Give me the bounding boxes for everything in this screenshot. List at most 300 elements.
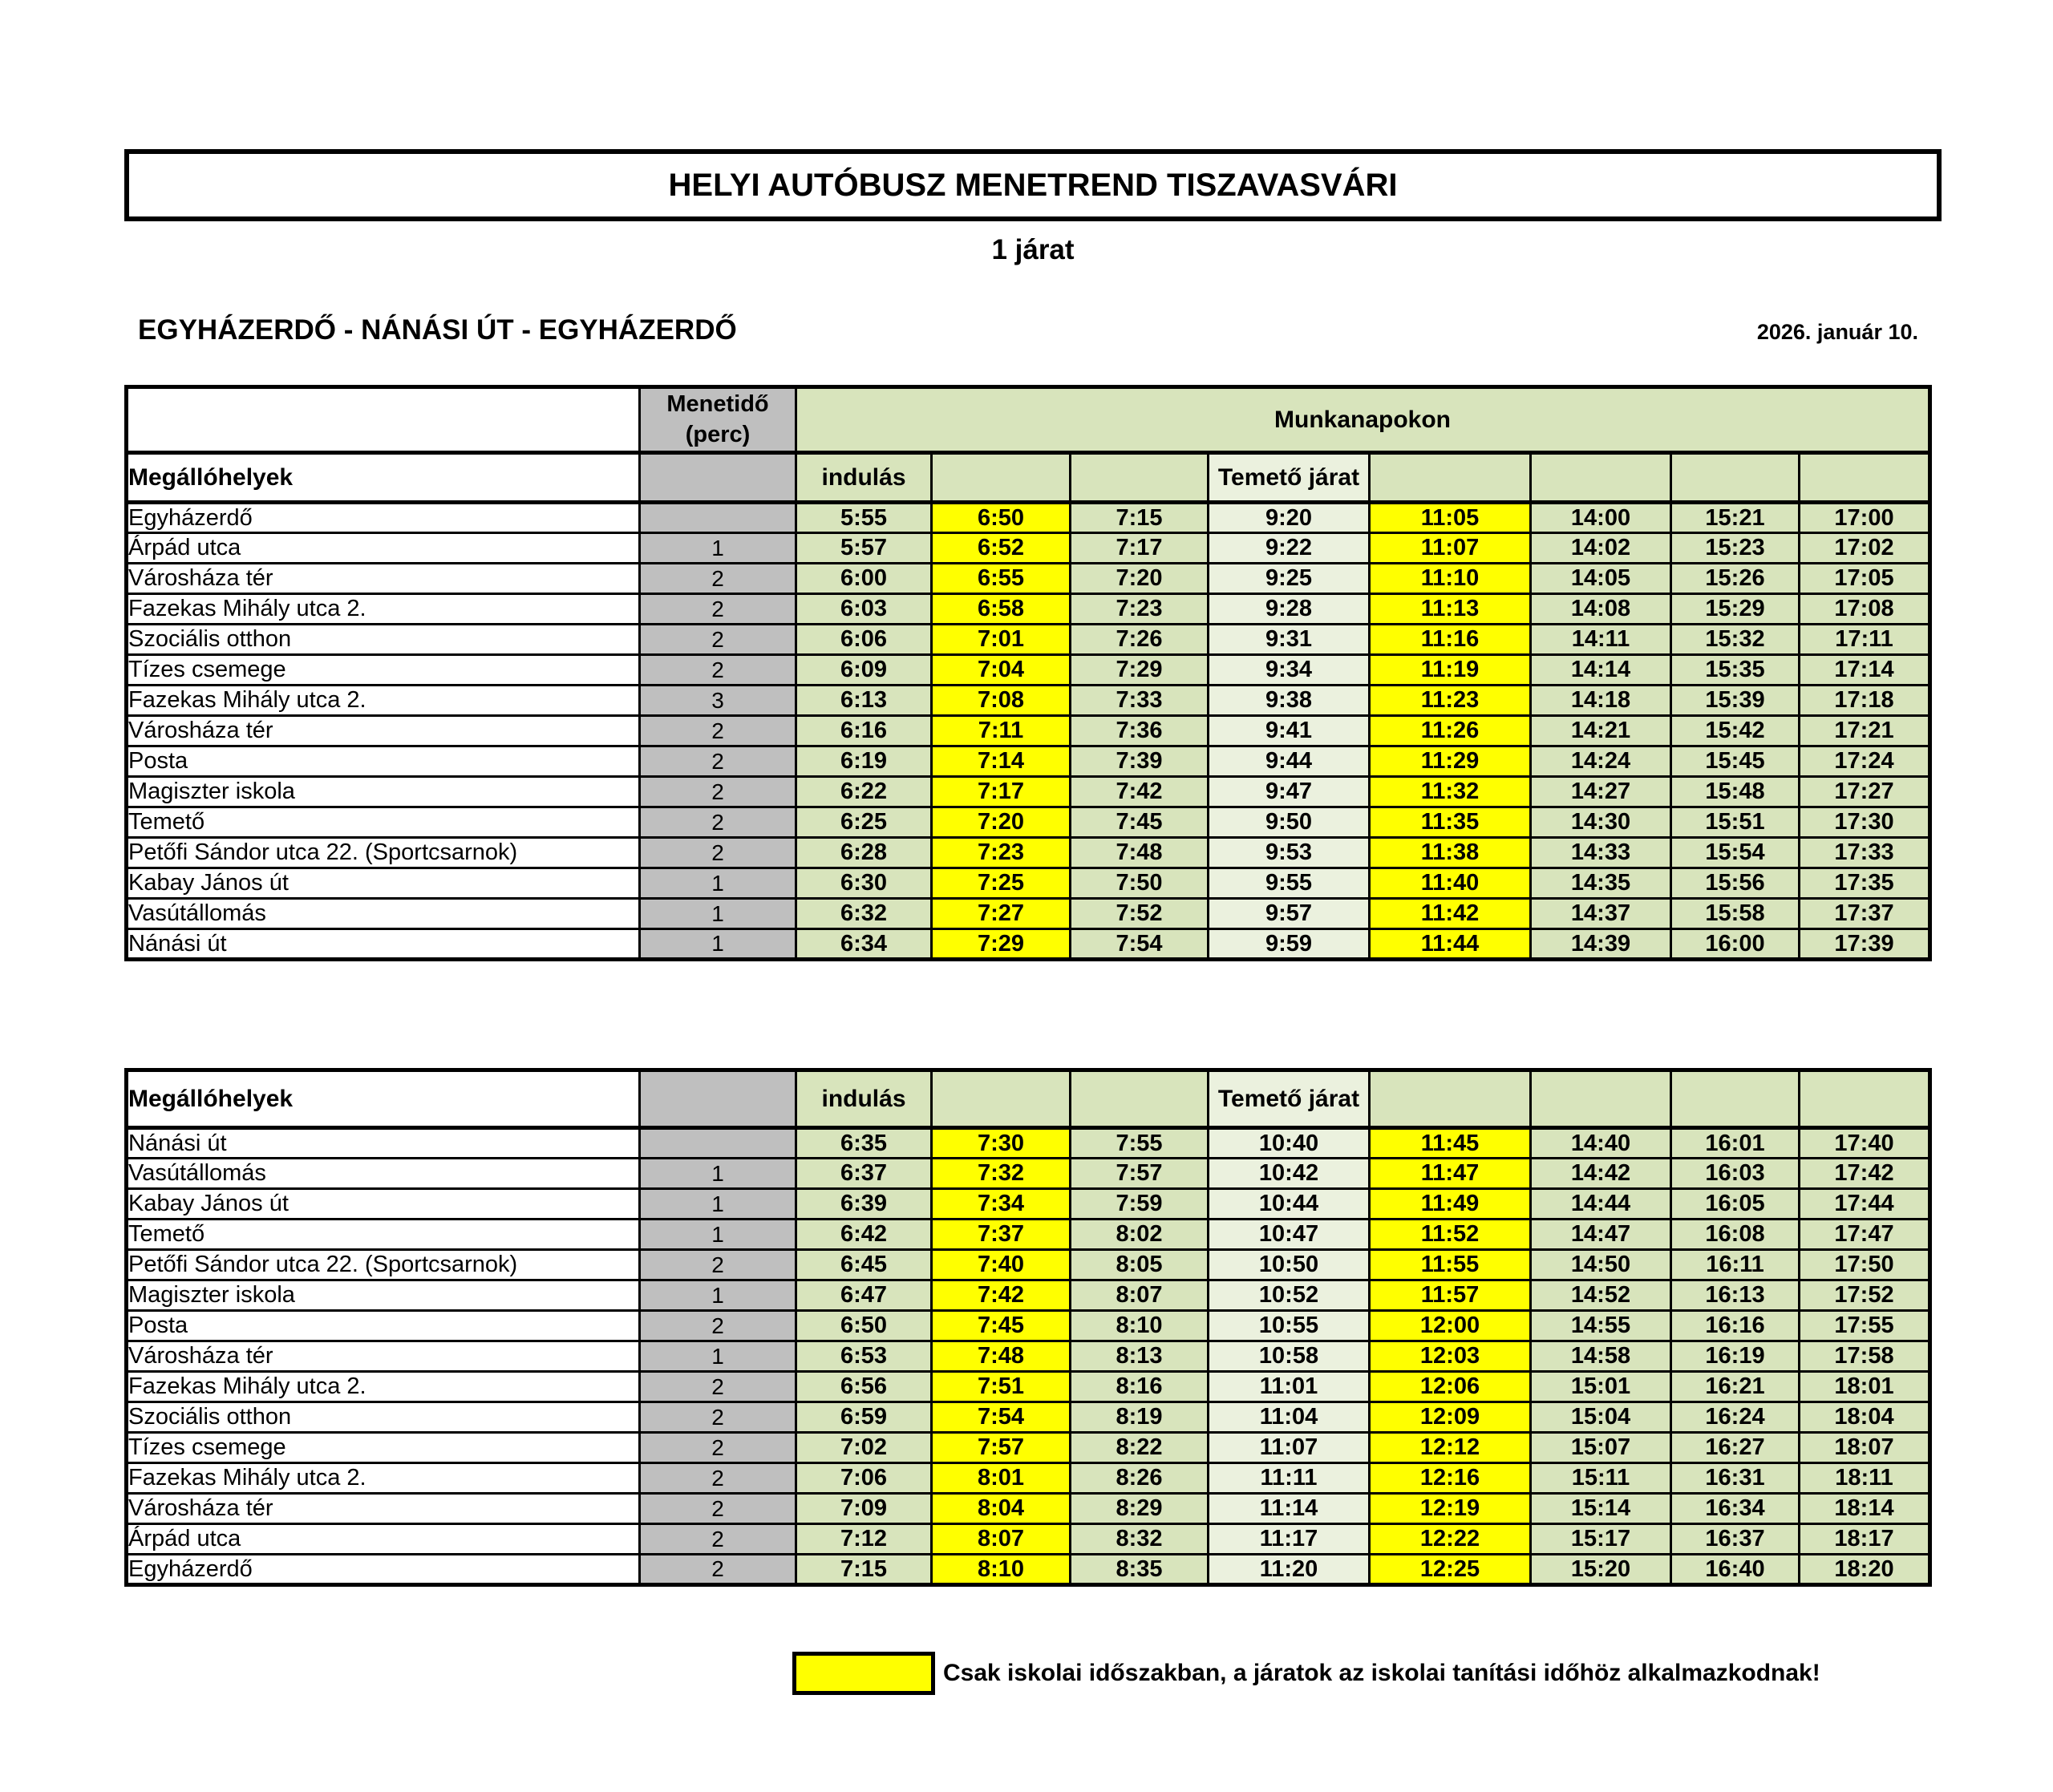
time-cell: 8:29 [1071,1494,1209,1524]
table-row [127,868,1930,899]
time-cell: 7:36 [1071,716,1209,746]
empty-header-cell [1671,1070,1800,1128]
minutes-cell: 1 [640,1220,796,1250]
stop-cell: Kabay János út [127,1189,640,1220]
time-cell: 6:03 [796,594,932,625]
workdays-header-cell: Munkanapokon [796,387,1930,453]
time-cell: 6:06 [796,625,932,655]
time-cell: 12:03 [1370,1341,1531,1372]
time-cell: 11:47 [1370,1159,1531,1189]
time-cell: 9:20 [1209,503,1370,533]
time-cell: 11:19 [1370,655,1531,686]
time-cell: 10:47 [1209,1220,1370,1250]
minutes-cell: 3 [640,686,796,716]
time-cell: 8:02 [1071,1220,1209,1250]
time-cell: 7:29 [1071,655,1209,686]
time-cell: 10:55 [1209,1311,1370,1341]
time-cell: 15:23 [1671,533,1800,564]
time-cell: 17:30 [1800,807,1930,838]
time-cell: 7:08 [932,686,1071,716]
table-row [127,777,1930,807]
stop-cell: Temető [127,1220,640,1250]
time-cell: 6:34 [796,929,932,960]
table-row [127,1189,1930,1220]
time-cell: 7:29 [932,929,1071,960]
stop-cell: Temető [127,807,640,838]
time-cell: 18:07 [1800,1433,1930,1463]
time-cell: 15:39 [1671,686,1800,716]
time-cell: 7:26 [1071,625,1209,655]
time-cell: 7:45 [932,1311,1071,1341]
time-cell: 8:05 [1071,1250,1209,1280]
departure-header-cell: indulás [796,1070,932,1128]
travel-time-blank-cell [640,1070,796,1128]
table-row [127,625,1930,655]
stop-cell: Városháza tér [127,564,640,594]
time-cell: 7:15 [1071,503,1209,533]
stop-cell: Szociális otthon [127,625,640,655]
time-cell: 12:19 [1370,1494,1531,1524]
time-cell: 6:25 [796,807,932,838]
time-cell: 11:29 [1370,746,1531,777]
minutes-cell: 1 [640,929,796,960]
minutes-cell: 1 [640,1189,796,1220]
time-cell: 16:16 [1671,1311,1800,1341]
stop-cell: Fazekas Mihály utca 2. [127,594,640,625]
minutes-cell: 2 [640,1250,796,1280]
minutes-cell: 1 [640,899,796,929]
time-cell: 7:02 [796,1433,932,1463]
time-cell: 7:51 [932,1372,1071,1402]
minutes-cell: 2 [640,1463,796,1494]
table-row [127,1494,1930,1524]
time-cell: 14:39 [1531,929,1671,960]
time-cell: 11:57 [1370,1280,1531,1311]
stop-cell: Városháza tér [127,1341,640,1372]
time-cell: 7:54 [1071,929,1209,960]
table-row [127,807,1930,838]
empty-header-cell [1370,1070,1531,1128]
corner-cell [127,387,640,453]
time-cell: 7:40 [932,1250,1071,1280]
time-cell: 7:12 [796,1524,932,1555]
time-cell: 6:55 [932,564,1071,594]
table-row [127,1555,1930,1585]
time-cell: 14:11 [1531,625,1671,655]
time-cell: 8:19 [1071,1402,1209,1433]
time-cell: 7:27 [932,899,1071,929]
time-cell: 14:55 [1531,1311,1671,1341]
time-cell: 11:07 [1209,1433,1370,1463]
time-cell: 17:05 [1800,564,1930,594]
time-cell: 16:40 [1671,1555,1800,1585]
stop-cell: Árpád utca [127,1524,640,1555]
route-heading: EGYHÁZERDŐ - NÁNÁSI ÚT - EGYHÁZERDŐ [138,314,737,346]
time-cell: 11:52 [1370,1220,1531,1250]
time-cell: 6:42 [796,1220,932,1250]
minutes-cell: 2 [640,655,796,686]
time-cell: 14:14 [1531,655,1671,686]
time-cell: 9:55 [1209,868,1370,899]
time-cell: 6:30 [796,868,932,899]
time-cell: 14:44 [1531,1189,1671,1220]
time-cell: 6:37 [796,1159,932,1189]
time-cell: 14:33 [1531,838,1671,868]
time-cell: 11:40 [1370,868,1531,899]
minutes-cell: 2 [640,1494,796,1524]
time-cell: 14:42 [1531,1159,1671,1189]
stop-cell: Vasútállomás [127,899,640,929]
time-cell: 15:42 [1671,716,1800,746]
minutes-cell: 2 [640,564,796,594]
minutes-cell: 1 [640,1341,796,1372]
time-cell: 6:16 [796,716,932,746]
time-cell: 15:29 [1671,594,1800,625]
table-row [127,655,1930,686]
time-cell: 15:14 [1531,1494,1671,1524]
stops-header-cell: Megállóhelyek [127,453,640,503]
time-cell: 6:39 [796,1189,932,1220]
route-header-row [138,314,1918,346]
time-cell: 8:35 [1071,1555,1209,1585]
time-cell: 6:32 [796,899,932,929]
time-cell: 7:48 [932,1341,1071,1372]
time-cell: 15:32 [1671,625,1800,655]
table-row [127,1341,1930,1372]
time-cell: 15:20 [1531,1555,1671,1585]
time-cell: 15:21 [1671,503,1800,533]
time-cell: 14:40 [1531,1128,1671,1159]
time-cell: 14:30 [1531,807,1671,838]
time-cell: 14:58 [1531,1341,1671,1372]
time-cell: 17:55 [1800,1311,1930,1341]
table-row [127,1372,1930,1402]
time-cell: 7:48 [1071,838,1209,868]
time-cell: 15:11 [1531,1463,1671,1494]
stop-cell: Fazekas Mihály utca 2. [127,1463,640,1494]
time-cell: 9:53 [1209,838,1370,868]
time-cell: 16:27 [1671,1433,1800,1463]
table-row [127,1402,1930,1433]
time-cell: 18:14 [1800,1494,1930,1524]
time-cell: 7:42 [1071,777,1209,807]
time-cell: 11:17 [1209,1524,1370,1555]
time-cell: 11:01 [1209,1372,1370,1402]
time-cell: 15:17 [1531,1524,1671,1555]
stop-cell: Magiszter iskola [127,777,640,807]
time-cell: 6:50 [932,503,1071,533]
empty-header-cell [1071,453,1209,503]
time-cell: 7:50 [1071,868,1209,899]
time-cell: 17:14 [1800,655,1930,686]
minutes-cell: 1 [640,1280,796,1311]
time-cell: 17:44 [1800,1189,1930,1220]
time-cell: 6:50 [796,1311,932,1341]
table-row [127,1280,1930,1311]
minutes-cell: 2 [640,777,796,807]
time-cell: 14:24 [1531,746,1671,777]
time-cell: 8:22 [1071,1433,1209,1463]
time-cell: 17:08 [1800,594,1930,625]
time-cell: 7:11 [932,716,1071,746]
time-cell: 14:52 [1531,1280,1671,1311]
time-cell: 11:49 [1370,1189,1531,1220]
time-cell: 7:45 [1071,807,1209,838]
time-cell: 16:34 [1671,1494,1800,1524]
time-cell: 14:00 [1531,503,1671,533]
minutes-cell: 2 [640,1311,796,1341]
table-row [127,1311,1930,1341]
minutes-cell [640,1128,796,1159]
time-cell: 15:35 [1671,655,1800,686]
time-cell: 12:25 [1370,1555,1531,1585]
time-cell: 9:57 [1209,899,1370,929]
time-cell: 15:07 [1531,1433,1671,1463]
table-row [127,533,1930,564]
time-cell: 17:21 [1800,716,1930,746]
empty-header-cell [1800,453,1930,503]
time-cell: 18:11 [1800,1463,1930,1494]
time-cell: 10:52 [1209,1280,1370,1311]
time-cell: 17:52 [1800,1280,1930,1311]
time-cell: 18:17 [1800,1524,1930,1555]
page-title: HELYI AUTÓBUSZ MENETREND TISZAVASVÁRI [668,167,1398,203]
time-cell: 17:42 [1800,1159,1930,1189]
time-cell: 8:13 [1071,1341,1209,1372]
stop-cell: Egyházerdő [127,503,640,533]
time-cell: 14:50 [1531,1250,1671,1280]
time-cell: 6:53 [796,1341,932,1372]
stop-cell: Vasútállomás [127,1159,640,1189]
title-box [124,149,1942,221]
time-cell: 10:40 [1209,1128,1370,1159]
time-cell: 6:47 [796,1280,932,1311]
stops-header-cell: Megállóhelyek [127,1070,640,1128]
table-row [127,564,1930,594]
time-cell: 10:50 [1209,1250,1370,1280]
time-cell: 15:45 [1671,746,1800,777]
time-cell: 15:48 [1671,777,1800,807]
time-cell: 7:01 [932,625,1071,655]
stop-cell: Nánási út [127,1128,640,1159]
table-row [127,1433,1930,1463]
table-row [127,1250,1930,1280]
time-cell: 7:17 [932,777,1071,807]
time-cell: 8:10 [1071,1311,1209,1341]
minutes-cell: 2 [640,1555,796,1585]
time-cell: 7:52 [1071,899,1209,929]
time-cell: 6:59 [796,1402,932,1433]
time-cell: 16:37 [1671,1524,1800,1555]
stop-cell: Városháza tér [127,1494,640,1524]
time-cell: 11:20 [1209,1555,1370,1585]
time-cell: 7:23 [1071,594,1209,625]
time-cell: 9:50 [1209,807,1370,838]
legend-text: Csak iskolai időszakban, a járatok az iskolai tanítási időhöz alkalmazkodnak! [943,1660,1820,1686]
minutes-cell: 1 [640,868,796,899]
time-cell: 9:22 [1209,533,1370,564]
time-cell: 16:03 [1671,1159,1800,1189]
time-cell: 7:04 [932,655,1071,686]
date-label: 2026. január 10. [1756,320,1918,344]
travel-time-label-line2: (perc) [685,421,751,447]
minutes-cell: 2 [640,807,796,838]
time-cell: 15:26 [1671,564,1800,594]
time-cell: 14:18 [1531,686,1671,716]
time-cell: 17:24 [1800,746,1930,777]
time-cell: 7:20 [932,807,1071,838]
table-row [127,1159,1930,1189]
time-cell: 6:19 [796,746,932,777]
minutes-cell: 1 [640,533,796,564]
time-cell: 5:57 [796,533,932,564]
school-period-swatch [792,1652,935,1695]
time-cell: 5:55 [796,503,932,533]
stop-cell: Szociális otthon [127,1402,640,1433]
time-cell: 15:04 [1531,1402,1671,1433]
timetable-outbound [124,385,1932,961]
time-cell: 16:19 [1671,1341,1800,1372]
minutes-cell: 2 [640,716,796,746]
time-cell: 14:27 [1531,777,1671,807]
time-cell: 12:16 [1370,1463,1531,1494]
empty-header-cell [1370,453,1531,503]
time-cell: 11:16 [1370,625,1531,655]
time-cell: 17:18 [1800,686,1930,716]
cemetery-service-header-cell: Temető járat [1209,1070,1370,1128]
time-cell: 6:00 [796,564,932,594]
time-cell: 11:55 [1370,1250,1531,1280]
time-cell: 9:47 [1209,777,1370,807]
stop-cell: Nánási út [127,929,640,960]
table-row [127,899,1930,929]
table-row [127,503,1930,533]
time-cell: 6:22 [796,777,932,807]
time-cell: 11:05 [1370,503,1531,533]
time-cell: 10:44 [1209,1189,1370,1220]
table-row [127,838,1930,868]
time-cell: 7:34 [932,1189,1071,1220]
time-cell: 15:54 [1671,838,1800,868]
time-cell: 7:15 [796,1555,932,1585]
cemetery-service-header-cell: Temető járat [1209,453,1370,503]
time-cell: 14:08 [1531,594,1671,625]
time-cell: 9:28 [1209,594,1370,625]
time-cell: 17:35 [1800,868,1930,899]
time-cell: 7:33 [1071,686,1209,716]
time-cell: 15:51 [1671,807,1800,838]
time-cell: 7:17 [1071,533,1209,564]
table-row [127,929,1930,960]
time-cell: 16:31 [1671,1463,1800,1494]
time-cell: 7:25 [932,868,1071,899]
stop-cell: Posta [127,746,640,777]
time-cell: 7:32 [932,1159,1071,1189]
table-row [127,1463,1930,1494]
time-cell: 11:04 [1209,1402,1370,1433]
minutes-cell: 1 [640,1159,796,1189]
time-cell: 7:54 [932,1402,1071,1433]
time-cell: 7:23 [932,838,1071,868]
table-row [127,716,1930,746]
time-cell: 17:37 [1800,899,1930,929]
minutes-cell: 2 [640,1402,796,1433]
minutes-cell: 2 [640,594,796,625]
time-cell: 6:58 [932,594,1071,625]
time-cell: 8:07 [1071,1280,1209,1311]
time-cell: 6:35 [796,1128,932,1159]
time-cell: 17:33 [1800,838,1930,868]
time-cell: 7:06 [796,1463,932,1494]
stop-cell: Egyházerdő [127,1555,640,1585]
time-cell: 7:57 [932,1433,1071,1463]
empty-header-cell [932,453,1071,503]
time-cell: 11:45 [1370,1128,1531,1159]
time-cell: 16:05 [1671,1189,1800,1220]
empty-header-cell [932,1070,1071,1128]
time-cell: 10:58 [1209,1341,1370,1372]
travel-time-label-line1: Menetidő [666,390,769,417]
time-cell: 12:06 [1370,1372,1531,1402]
time-cell: 11:35 [1370,807,1531,838]
stop-cell: Városháza tér [127,716,640,746]
time-cell: 7:57 [1071,1159,1209,1189]
stop-cell: Magiszter iskola [127,1280,640,1311]
time-cell: 15:58 [1671,899,1800,929]
time-cell: 6:13 [796,686,932,716]
time-cell: 12:12 [1370,1433,1531,1463]
time-cell: 9:34 [1209,655,1370,686]
time-cell: 6:56 [796,1372,932,1402]
time-cell: 7:37 [932,1220,1071,1250]
time-cell: 11:14 [1209,1494,1370,1524]
time-cell: 12:22 [1370,1524,1531,1555]
stop-cell: Fazekas Mihály utca 2. [127,686,640,716]
time-cell: 16:11 [1671,1250,1800,1280]
table-row [127,1128,1930,1159]
time-cell: 11:23 [1370,686,1531,716]
time-cell: 9:31 [1209,625,1370,655]
minutes-cell: 2 [640,1433,796,1463]
stop-cell: Petőfi Sándor utca 22. (Sportcsarnok) [127,1250,640,1280]
time-cell: 7:20 [1071,564,1209,594]
table-row [127,686,1930,716]
empty-header-cell [1800,1070,1930,1128]
minutes-cell: 2 [640,1524,796,1555]
time-cell: 17:50 [1800,1250,1930,1280]
time-cell: 16:01 [1671,1128,1800,1159]
empty-header-cell [1531,453,1671,503]
time-cell: 11:11 [1209,1463,1370,1494]
time-cell: 8:26 [1071,1463,1209,1494]
time-cell: 7:55 [1071,1128,1209,1159]
table-row [127,1220,1930,1250]
time-cell: 8:01 [932,1463,1071,1494]
departure-header-cell: indulás [796,453,932,503]
time-cell: 6:09 [796,655,932,686]
time-cell: 11:10 [1370,564,1531,594]
time-cell: 8:04 [932,1494,1071,1524]
time-cell: 8:07 [932,1524,1071,1555]
time-cell: 14:02 [1531,533,1671,564]
time-cell: 16:21 [1671,1372,1800,1402]
time-cell: 11:07 [1370,533,1531,564]
time-cell: 11:13 [1370,594,1531,625]
time-cell: 9:44 [1209,746,1370,777]
time-cell: 12:09 [1370,1402,1531,1433]
time-cell: 18:20 [1800,1555,1930,1585]
time-cell: 16:00 [1671,929,1800,960]
